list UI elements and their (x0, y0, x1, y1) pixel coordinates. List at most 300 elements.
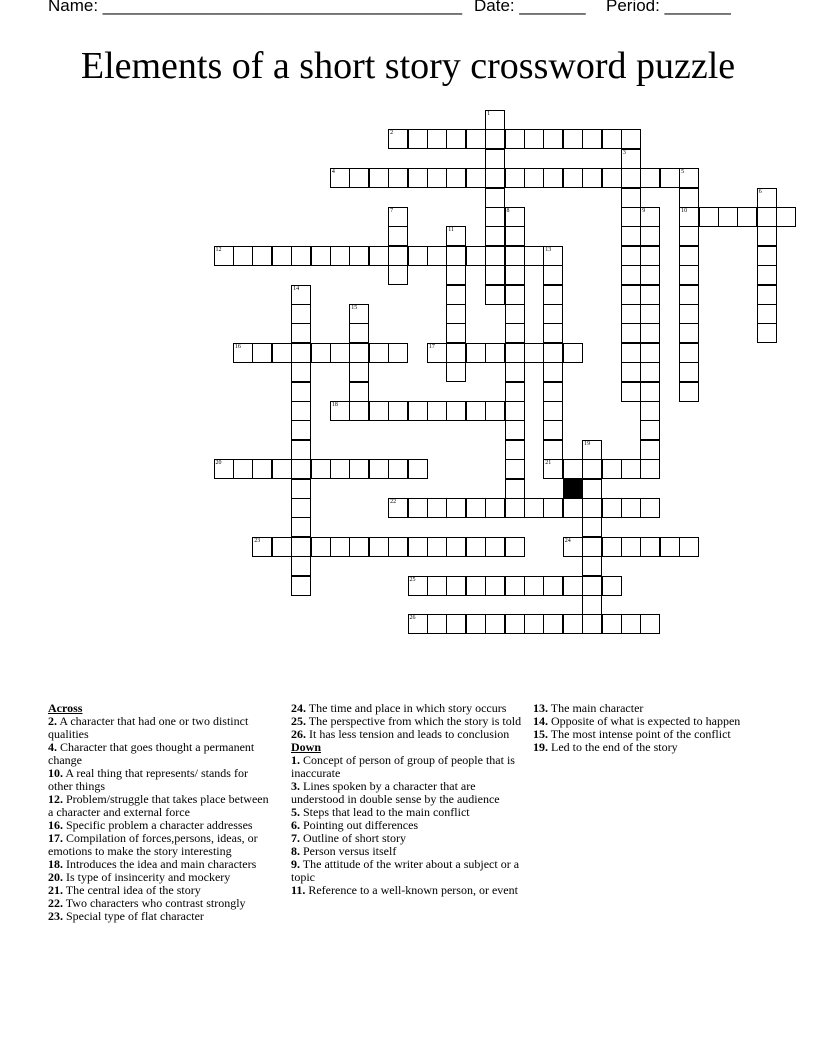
grid-cell[interactable] (505, 614, 525, 634)
grid-cell[interactable] (524, 614, 544, 634)
grid-cell[interactable] (505, 246, 525, 266)
clue-text: The main character (548, 701, 644, 715)
grid-cell[interactable] (349, 459, 369, 479)
grid-cell[interactable] (505, 323, 525, 343)
grid-cell[interactable] (466, 401, 486, 421)
grid-cell[interactable] (466, 246, 486, 266)
grid-cell[interactable] (757, 188, 777, 208)
grid-cell[interactable] (582, 129, 602, 149)
grid-cell[interactable] (427, 576, 447, 596)
grid-cell[interactable] (349, 246, 369, 266)
grid-cell[interactable] (757, 226, 777, 246)
grid-cell[interactable] (233, 343, 253, 363)
grid-cell[interactable] (563, 168, 583, 188)
clue-number: 25. (291, 714, 306, 728)
grid-cell[interactable] (446, 576, 466, 596)
grid-cell[interactable] (388, 168, 408, 188)
grid-cell[interactable] (233, 246, 253, 266)
grid-cell[interactable] (505, 207, 525, 227)
grid-cell[interactable] (757, 207, 777, 227)
grid-cell[interactable] (679, 362, 699, 382)
grid-cell[interactable] (369, 401, 389, 421)
grid-cell[interactable] (563, 459, 583, 479)
grid-cell[interactable] (563, 498, 583, 518)
grid-cell[interactable] (621, 285, 641, 305)
clue-number: 5 (681, 169, 685, 176)
grid-cell[interactable] (349, 362, 369, 382)
grid-cell[interactable] (505, 498, 525, 518)
grid-cell[interactable] (252, 246, 272, 266)
grid-cell[interactable] (543, 614, 563, 634)
grid-cell[interactable] (388, 343, 408, 363)
grid-cell[interactable] (349, 382, 369, 402)
grid-cell[interactable] (621, 129, 641, 149)
clue-text: The time and place in which story occurs (306, 701, 507, 715)
grid-cell[interactable] (388, 401, 408, 421)
grid-cell[interactable] (291, 479, 311, 499)
down-heading: Down (291, 740, 322, 754)
grid-cell[interactable] (388, 129, 408, 149)
grid-cell[interactable] (466, 576, 486, 596)
grid-cell[interactable] (640, 323, 660, 343)
grid-cell[interactable] (311, 343, 331, 363)
grid-cell[interactable] (330, 343, 350, 363)
grid-cell[interactable] (272, 537, 292, 557)
grid-cell[interactable] (369, 343, 389, 363)
grid-cell[interactable] (291, 498, 311, 518)
grid-cell[interactable] (640, 265, 660, 285)
grid-cell[interactable] (543, 420, 563, 440)
grid-cell[interactable] (582, 595, 602, 615)
grid-cell[interactable] (563, 537, 583, 557)
grid-cell[interactable] (563, 129, 583, 149)
grid-cell[interactable] (505, 285, 525, 305)
grid-cell[interactable] (582, 517, 602, 537)
grid-cell[interactable] (446, 537, 466, 557)
grid-cell[interactable] (582, 576, 602, 596)
grid-cell[interactable] (543, 362, 563, 382)
grid-cell[interactable] (679, 323, 699, 343)
grid-cell[interactable] (291, 323, 311, 343)
grid-cell[interactable] (640, 285, 660, 305)
clue-text: The most intense point of the conflict (548, 727, 731, 741)
grid-cell[interactable] (485, 265, 505, 285)
grid-cell[interactable] (349, 323, 369, 343)
grid-cell[interactable] (330, 459, 350, 479)
clue-number: 20. (48, 870, 63, 884)
grid-cell[interactable] (621, 168, 641, 188)
grid-cell[interactable] (757, 246, 777, 266)
grid-cell[interactable] (602, 168, 622, 188)
grid-cell[interactable] (466, 343, 486, 363)
grid-cell[interactable] (679, 285, 699, 305)
grid-cell[interactable] (291, 401, 311, 421)
grid-cell[interactable] (252, 459, 272, 479)
grid-cell[interactable] (621, 226, 641, 246)
grid-cell[interactable] (427, 246, 447, 266)
grid-cell[interactable] (640, 304, 660, 324)
grid-cell[interactable] (485, 343, 505, 363)
grid-cell[interactable] (621, 498, 641, 518)
grid-cell[interactable] (408, 498, 428, 518)
grid-cell[interactable] (485, 246, 505, 266)
grid-cell[interactable] (369, 459, 389, 479)
clue-item (291, 858, 527, 884)
clue-text: Compilation of forces,persons, ideas, or emotions to make the story interesting (48, 831, 258, 858)
grid-cell[interactable] (621, 304, 641, 324)
clue-number: 15. (533, 727, 548, 741)
grid-cell[interactable] (524, 168, 544, 188)
clue-number: 19 (584, 440, 591, 447)
grid-cell[interactable] (757, 323, 777, 343)
clue-number: 13 (545, 246, 552, 253)
grid-cell[interactable] (291, 576, 311, 596)
grid-cell[interactable] (505, 479, 525, 499)
grid-cell[interactable] (602, 576, 622, 596)
grid-cell[interactable] (679, 188, 699, 208)
grid-cell[interactable] (679, 382, 699, 402)
grid-cell[interactable] (582, 168, 602, 188)
grid-cell[interactable] (679, 537, 699, 557)
grid-cell[interactable] (543, 304, 563, 324)
clue-number: 22 (390, 499, 397, 505)
grid-cell[interactable] (582, 459, 602, 479)
grid-cell[interactable] (563, 614, 583, 634)
period-field[interactable]: Period: _______ (606, 0, 731, 15)
grid-cell[interactable] (679, 168, 699, 188)
grid-cell[interactable] (446, 265, 466, 285)
grid-cell[interactable] (505, 401, 525, 421)
grid-cell[interactable] (446, 614, 466, 634)
grid-cell[interactable] (602, 129, 622, 149)
grid-cell[interactable] (563, 343, 583, 363)
grid-cell[interactable] (214, 246, 234, 266)
grid-cell[interactable] (291, 556, 311, 576)
grid-cell[interactable] (679, 343, 699, 363)
clue-number: 2 (390, 130, 394, 137)
grid-cell[interactable] (621, 537, 641, 557)
grid-cell[interactable] (485, 149, 505, 169)
grid-cell[interactable] (291, 362, 311, 382)
grid-cell[interactable] (640, 498, 660, 518)
grid-cell[interactable] (291, 420, 311, 440)
grid-cell[interactable] (291, 304, 311, 324)
grid-cell[interactable] (505, 420, 525, 440)
grid-cell[interactable] (602, 537, 622, 557)
grid-cell[interactable] (485, 226, 505, 246)
grid-cell[interactable] (252, 343, 272, 363)
grid-cell[interactable] (369, 168, 389, 188)
clue-number: 12. (48, 792, 63, 806)
grid-cell[interactable] (679, 265, 699, 285)
grid-cell[interactable] (233, 459, 253, 479)
grid-cell[interactable] (621, 246, 641, 266)
grid-cell[interactable] (679, 304, 699, 324)
grid-cell[interactable] (330, 401, 350, 421)
clue-number: 18 (331, 402, 338, 408)
clue-number: 5. (291, 805, 300, 819)
grid-cell[interactable] (640, 382, 660, 402)
grid-cell[interactable] (349, 537, 369, 557)
grid-cell[interactable] (640, 246, 660, 266)
grid-cell[interactable] (679, 226, 699, 246)
clue-item (291, 728, 527, 741)
grid-cell[interactable] (543, 246, 563, 266)
grid-cell[interactable] (349, 168, 369, 188)
grid-cell[interactable] (408, 401, 428, 421)
grid-cell[interactable] (272, 246, 292, 266)
grid-cell[interactable] (660, 168, 680, 188)
grid-cell[interactable] (349, 304, 369, 324)
grid-cell[interactable] (679, 246, 699, 266)
grid-cell[interactable] (602, 498, 622, 518)
grid-cell[interactable] (505, 304, 525, 324)
grid-cell[interactable] (446, 343, 466, 363)
grid-cell[interactable] (505, 382, 525, 402)
grid-cell[interactable] (311, 537, 331, 557)
grid-cell[interactable] (699, 207, 719, 227)
grid-cell[interactable] (466, 129, 486, 149)
grid-cell[interactable] (485, 285, 505, 305)
grid-cell[interactable] (543, 498, 563, 518)
clue-number: 6 (758, 188, 762, 195)
grid-cell[interactable] (621, 382, 641, 402)
grid-cell[interactable] (543, 576, 563, 596)
clue-text: Problem/struggle that takes place between a character and external force (48, 792, 269, 819)
name-field[interactable]: Name: ______________________________________ (48, 0, 463, 15)
grid-cell[interactable] (446, 246, 466, 266)
grid-cell[interactable] (640, 207, 660, 227)
grid-cell[interactable] (640, 459, 660, 479)
grid-cell[interactable] (505, 440, 525, 460)
grid-cell[interactable] (602, 614, 622, 634)
grid-cell[interactable] (737, 207, 757, 227)
grid-cell[interactable] (388, 246, 408, 266)
grid-cell[interactable] (446, 362, 466, 382)
grid-cell[interactable] (349, 401, 369, 421)
grid-cell[interactable] (543, 323, 563, 343)
grid-cell[interactable] (214, 459, 234, 479)
clue-number: 23 (254, 537, 261, 544)
grid-cell[interactable] (446, 285, 466, 305)
grid-cell[interactable] (485, 498, 505, 518)
grid-cell[interactable] (446, 304, 466, 324)
grid-cell[interactable] (505, 459, 525, 479)
grid-cell[interactable] (408, 129, 428, 149)
clue-item (48, 767, 274, 793)
grid-cell[interactable] (524, 576, 544, 596)
grid-cell[interactable] (427, 401, 447, 421)
grid-cell[interactable] (757, 304, 777, 324)
grid-cell[interactable] (543, 382, 563, 402)
clue-item (291, 754, 527, 780)
grid-cell[interactable] (505, 362, 525, 382)
grid-cell[interactable] (621, 343, 641, 363)
clue-number: 14 (293, 285, 300, 292)
grid-cell[interactable] (602, 459, 622, 479)
grid-cell[interactable] (291, 343, 311, 363)
clue-text: Led to the end of the story (548, 740, 678, 754)
grid-cell[interactable] (485, 576, 505, 596)
grid-cell[interactable] (388, 226, 408, 246)
clue-number: 8 (506, 208, 510, 214)
grid-cell[interactable] (272, 459, 292, 479)
grid-cell[interactable] (291, 440, 311, 460)
grid-cell[interactable] (543, 343, 563, 363)
grid-cell[interactable] (524, 129, 544, 149)
clue-text: Lines spoken by a character that are understood in double sense by the audience (291, 779, 500, 806)
grid-cell[interactable] (311, 459, 331, 479)
grid-cell[interactable] (446, 129, 466, 149)
grid-cell[interactable] (621, 265, 641, 285)
grid-cell[interactable] (582, 537, 602, 557)
grid-cell[interactable] (640, 420, 660, 440)
grid-cell[interactable] (640, 440, 660, 460)
grid-cell[interactable] (660, 537, 680, 557)
grid-cell[interactable] (427, 498, 447, 518)
grid-cell[interactable] (427, 168, 447, 188)
grid-cell[interactable] (466, 614, 486, 634)
grid-cell[interactable] (446, 401, 466, 421)
grid-cell[interactable] (621, 323, 641, 343)
grid-cell[interactable] (505, 226, 525, 246)
grid-cell[interactable] (524, 343, 544, 363)
grid-cell[interactable] (621, 149, 641, 169)
grid-cell[interactable] (291, 459, 311, 479)
grid-cell[interactable] (757, 285, 777, 305)
grid-cell[interactable] (582, 498, 602, 518)
grid-cell[interactable] (621, 362, 641, 382)
grid-cell[interactable] (388, 459, 408, 479)
grid-cell[interactable] (330, 168, 350, 188)
clue-number: 19. (533, 740, 548, 754)
grid-cell[interactable] (505, 343, 525, 363)
grid-cell[interactable] (446, 323, 466, 343)
grid-cell[interactable] (408, 168, 428, 188)
grid-cell[interactable] (252, 537, 272, 557)
grid-cell[interactable] (582, 440, 602, 460)
grid-cell[interactable] (640, 401, 660, 421)
grid-cell[interactable] (466, 168, 486, 188)
grid-cell[interactable] (621, 207, 641, 227)
grid-cell[interactable] (427, 537, 447, 557)
grid-cell[interactable] (349, 343, 369, 363)
grid-cell[interactable] (291, 537, 311, 557)
grid-cell[interactable] (485, 110, 505, 130)
grid-cell[interactable] (408, 459, 428, 479)
grid-cell[interactable] (369, 246, 389, 266)
grid-cell[interactable] (543, 285, 563, 305)
grid-cell[interactable] (505, 537, 525, 557)
grid-cell[interactable] (388, 537, 408, 557)
grid-cell[interactable] (582, 556, 602, 576)
clue-number: 14. (533, 714, 548, 728)
grid-cell[interactable] (543, 401, 563, 421)
grid-cell[interactable] (582, 614, 602, 634)
grid-cell[interactable] (505, 168, 525, 188)
grid-cell[interactable] (485, 168, 505, 188)
grid-cell[interactable] (291, 246, 311, 266)
grid-cell[interactable] (543, 440, 563, 460)
grid-cell[interactable] (291, 285, 311, 305)
grid-cell[interactable] (427, 129, 447, 149)
grid-cell[interactable] (369, 537, 389, 557)
grid-cell[interactable] (388, 265, 408, 285)
clue-number: 2. (48, 714, 57, 728)
grid-cell[interactable] (446, 498, 466, 518)
clue-item (533, 741, 769, 754)
date-field[interactable]: Date: _______ (474, 0, 586, 15)
grid-cell[interactable] (582, 479, 602, 499)
grid-cell[interactable] (291, 382, 311, 402)
clue-number: 20 (215, 460, 222, 467)
grid-cell[interactable] (427, 343, 447, 363)
grid-cell[interactable] (485, 614, 505, 634)
blocked-cell (563, 479, 583, 499)
grid-cell[interactable] (524, 498, 544, 518)
grid-cell[interactable] (485, 401, 505, 421)
grid-cell[interactable] (640, 168, 660, 188)
grid-cell[interactable] (466, 498, 486, 518)
grid-cell[interactable] (543, 129, 563, 149)
grid-cell[interactable] (408, 537, 428, 557)
grid-cell[interactable] (408, 246, 428, 266)
clue-number: 21 (545, 460, 552, 467)
grid-cell[interactable] (330, 537, 350, 557)
grid-cell[interactable] (563, 576, 583, 596)
grid-cell[interactable] (446, 168, 466, 188)
grid-cell[interactable] (330, 246, 350, 266)
grid-cell[interactable] (524, 246, 544, 266)
grid-cell[interactable] (311, 246, 331, 266)
grid-cell[interactable] (408, 576, 428, 596)
grid-cell[interactable] (640, 362, 660, 382)
grid-cell[interactable] (485, 207, 505, 227)
clue-number: 3. (291, 779, 300, 793)
grid-cell[interactable] (718, 207, 738, 227)
grid-cell[interactable] (388, 207, 408, 227)
grid-cell[interactable] (621, 614, 641, 634)
grid-cell[interactable] (485, 129, 505, 149)
grid-cell[interactable] (640, 537, 660, 557)
grid-cell[interactable] (679, 207, 699, 227)
grid-cell[interactable] (640, 226, 660, 246)
grid-cell[interactable] (621, 188, 641, 208)
grid-cell[interactable] (505, 129, 525, 149)
grid-cell[interactable] (543, 265, 563, 285)
grid-cell[interactable] (466, 537, 486, 557)
grid-cell[interactable] (543, 459, 563, 479)
clue-number: 16. (48, 818, 63, 832)
grid-cell[interactable] (272, 343, 292, 363)
grid-cell[interactable] (621, 459, 641, 479)
grid-cell[interactable] (776, 207, 796, 227)
grid-cell[interactable] (505, 576, 525, 596)
grid-cell[interactable] (640, 343, 660, 363)
grid-cell[interactable] (505, 265, 525, 285)
grid-cell[interactable] (427, 614, 447, 634)
clues-column-1 (48, 702, 274, 923)
grid-cell[interactable] (757, 265, 777, 285)
grid-cell[interactable] (408, 614, 428, 634)
grid-cell[interactable] (543, 168, 563, 188)
grid-cell[interactable] (388, 498, 408, 518)
grid-cell[interactable] (291, 517, 311, 537)
grid-cell[interactable] (446, 226, 466, 246)
grid-cell[interactable] (640, 614, 660, 634)
grid-cell[interactable] (485, 537, 505, 557)
grid-cell[interactable] (485, 188, 505, 208)
